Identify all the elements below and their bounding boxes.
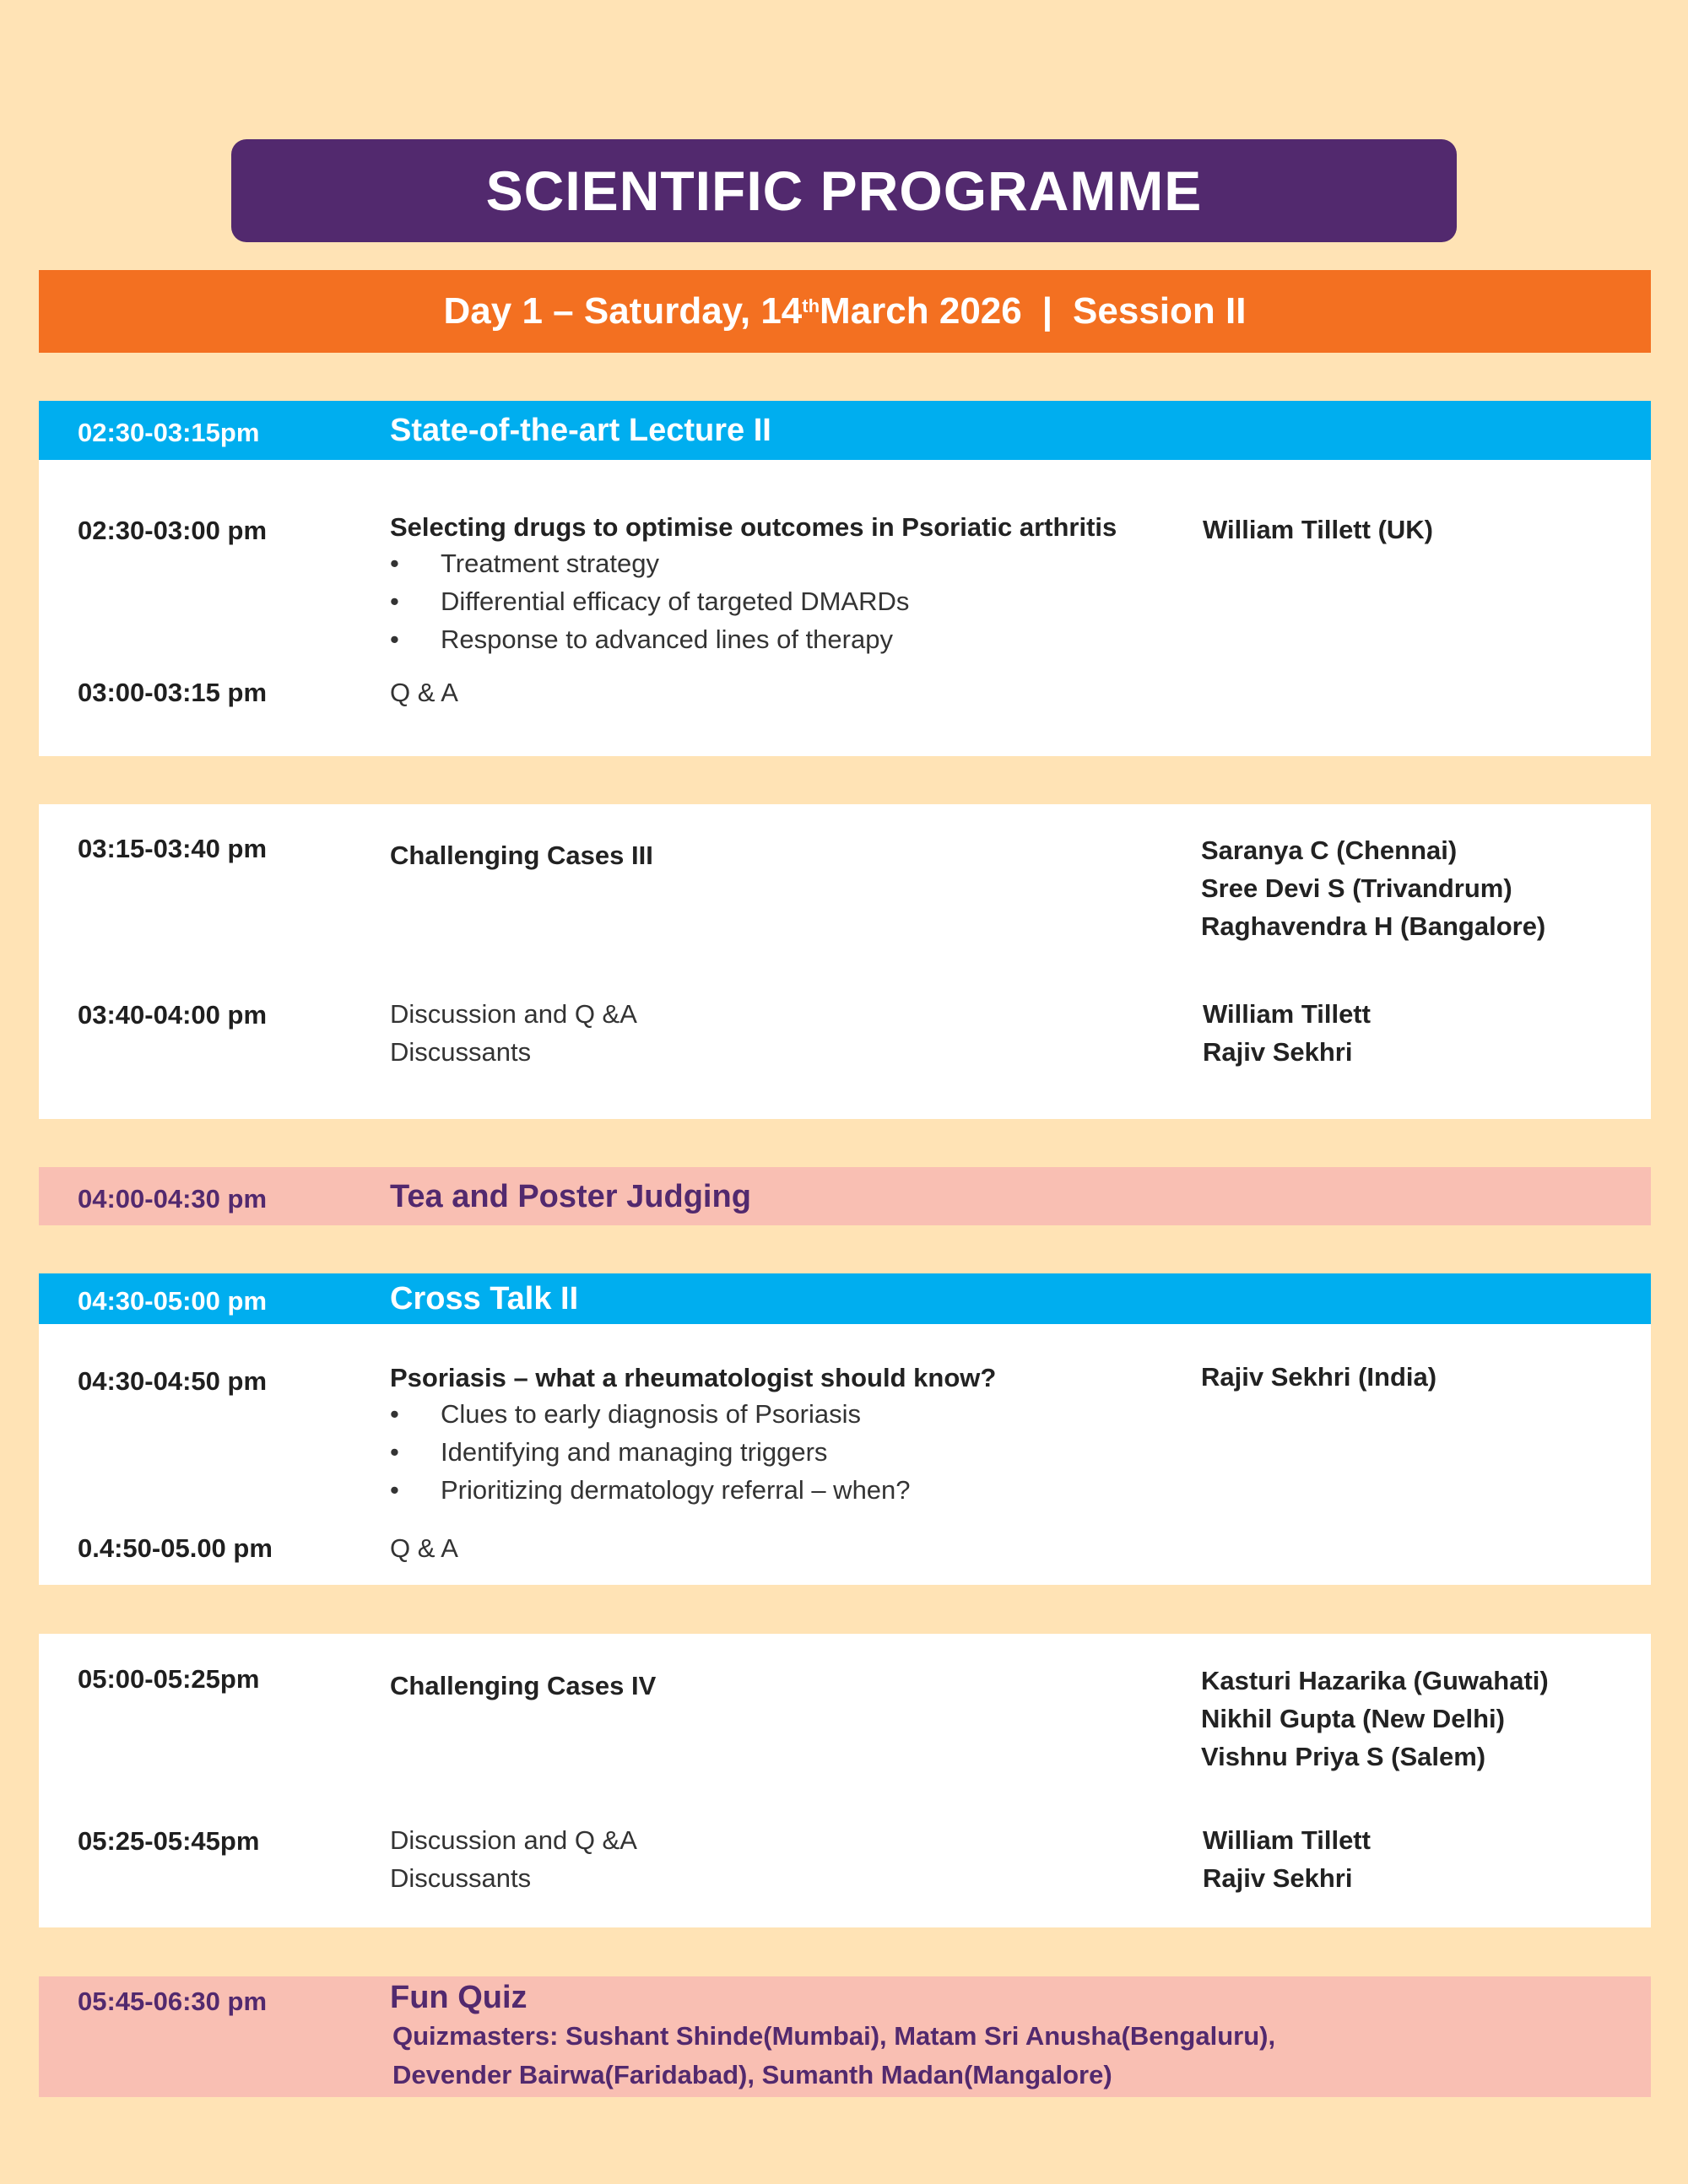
- discussants-label: Discussants: [390, 1863, 532, 1893]
- cross-item1-bullets: [390, 1395, 911, 1509]
- speaker: William Tillett: [1203, 1825, 1371, 1855]
- cases4-item2-time: 05:25-05:45pm: [78, 1826, 260, 1856]
- discussion-label: Discussion and Q &A: [390, 999, 637, 1029]
- list-item: [390, 544, 909, 582]
- discussion-label: Discussion and Q &A: [390, 1825, 637, 1855]
- cases3-item2-speakers: [1203, 995, 1371, 1071]
- bullet-icon: •: [390, 624, 399, 654]
- cross-item1-time: 04:30-04:50 pm: [78, 1366, 268, 1396]
- sota-item1-bullets: [390, 544, 909, 658]
- cases4-panel: [39, 1634, 1651, 1927]
- bullet-text: Differential efficacy of targeted DMARDs: [441, 587, 910, 616]
- discussants-label: Discussants: [390, 1037, 532, 1067]
- cross-header: [39, 1273, 1651, 1324]
- sota-time: 02:30-03:15pm: [78, 418, 260, 447]
- sota-panel: [39, 460, 1651, 756]
- cross-time: 04:30-05:00 pm: [78, 1286, 268, 1316]
- quizmasters: [392, 2017, 1275, 2095]
- quizmasters-line-2: Devender Bairwa(Faridabad), Sumanth Madan(Mangalore): [392, 2060, 1112, 2089]
- cases3-item1-topic: Challenging Cases III: [390, 841, 653, 870]
- bullet-icon: •: [390, 549, 399, 578]
- bullet-icon: •: [390, 587, 399, 616]
- page-title-text: SCIENTIFIC PROGRAMME: [485, 159, 1203, 222]
- cases3-item1-speakers: [1201, 831, 1545, 945]
- day-suffix: th: [802, 295, 820, 316]
- list-item: [390, 1433, 911, 1471]
- sota-item1-time: 02:30-03:00 pm: [78, 516, 268, 545]
- bullet-text: Clues to early diagnosis of Psoriasis: [441, 1399, 861, 1429]
- speaker: Saranya C (Chennai): [1201, 835, 1458, 865]
- list-item: [390, 1471, 911, 1509]
- list-item: [390, 1395, 911, 1433]
- cases3-item2-time: 03:40-04:00 pm: [78, 1000, 268, 1030]
- bullet-text: Prioritizing dermatology referral – when?: [441, 1475, 911, 1505]
- bullet-text: Response to advanced lines of therapy: [441, 624, 893, 654]
- cross-item1-topic: Psoriasis – what a rheumatologist should know?: [390, 1363, 997, 1392]
- quiz-time: 05:45-06:30 pm: [78, 1987, 268, 2016]
- list-item: [390, 620, 909, 658]
- cross-item2-topic: Q & A: [390, 1533, 458, 1563]
- bullet-text: Identifying and managing triggers: [441, 1437, 828, 1467]
- speaker: Vishnu Priya S (Salem): [1201, 1742, 1486, 1771]
- month-year: March 2026: [820, 290, 1022, 332]
- sota-item1-topic: Selecting drugs to optimise outcomes in Psoriatic arthritis: [390, 512, 1117, 542]
- speaker: Sree Devi S (Trivandrum): [1201, 873, 1512, 903]
- speaker: Raghavendra H (Bangalore): [1201, 911, 1546, 941]
- page-title: [231, 139, 1457, 242]
- speaker: Nikhil Gupta (New Delhi): [1201, 1704, 1505, 1733]
- cases3-item2-lines: [390, 995, 637, 1071]
- cross-heading: Cross Talk II: [390, 1281, 579, 1316]
- cases4-item2-lines: [390, 1821, 637, 1897]
- divider: |: [1041, 290, 1053, 332]
- day-text: Day 1 – Saturday, 14: [443, 290, 803, 332]
- quiz-heading: Fun Quiz: [390, 1980, 528, 2015]
- cross-panel: [39, 1324, 1651, 1585]
- quiz-row: [39, 1976, 1651, 2097]
- speaker: William Tillett: [1203, 999, 1371, 1029]
- sota-header: [39, 401, 1651, 460]
- day-session-bar: [39, 270, 1651, 353]
- cases3-panel: [39, 804, 1651, 1119]
- cases4-item1-time: 05:00-05:25pm: [78, 1664, 260, 1694]
- cases4-item2-speakers: [1203, 1821, 1371, 1897]
- tea-time: 04:00-04:30 pm: [78, 1184, 268, 1214]
- bullet-icon: •: [390, 1437, 399, 1467]
- cases4-item1-speakers: [1201, 1662, 1549, 1776]
- sota-item1-speaker: William Tillett (UK): [1203, 515, 1433, 544]
- bullet-icon: •: [390, 1475, 399, 1505]
- tea-row: [39, 1167, 1651, 1225]
- cases3-item1-time: 03:15-03:40 pm: [78, 834, 268, 863]
- sota-item2-time: 03:00-03:15 pm: [78, 678, 268, 707]
- cross-item1-speaker: Rajiv Sekhri (India): [1201, 1362, 1437, 1392]
- cross-item2-time: 0.4:50-05.00 pm: [78, 1533, 273, 1563]
- cases4-item1-topic: Challenging Cases IV: [390, 1671, 657, 1700]
- session-label: Session II: [1073, 290, 1247, 332]
- tea-heading: Tea and Poster Judging: [390, 1179, 751, 1214]
- sota-heading: State-of-the-art Lecture II: [390, 413, 771, 448]
- sota-item2-topic: Q & A: [390, 678, 458, 707]
- speaker: Kasturi Hazarika (Guwahati): [1201, 1666, 1549, 1695]
- bullet-text: Treatment strategy: [441, 549, 660, 578]
- quizmasters-line-1: Quizmasters: Sushant Shinde(Mumbai), Matam Sri Anusha(Bengaluru),: [392, 2021, 1276, 2051]
- list-item: [390, 582, 909, 620]
- speaker: Rajiv Sekhri: [1203, 1863, 1353, 1893]
- bullet-icon: •: [390, 1399, 399, 1429]
- speaker: Rajiv Sekhri: [1203, 1037, 1353, 1067]
